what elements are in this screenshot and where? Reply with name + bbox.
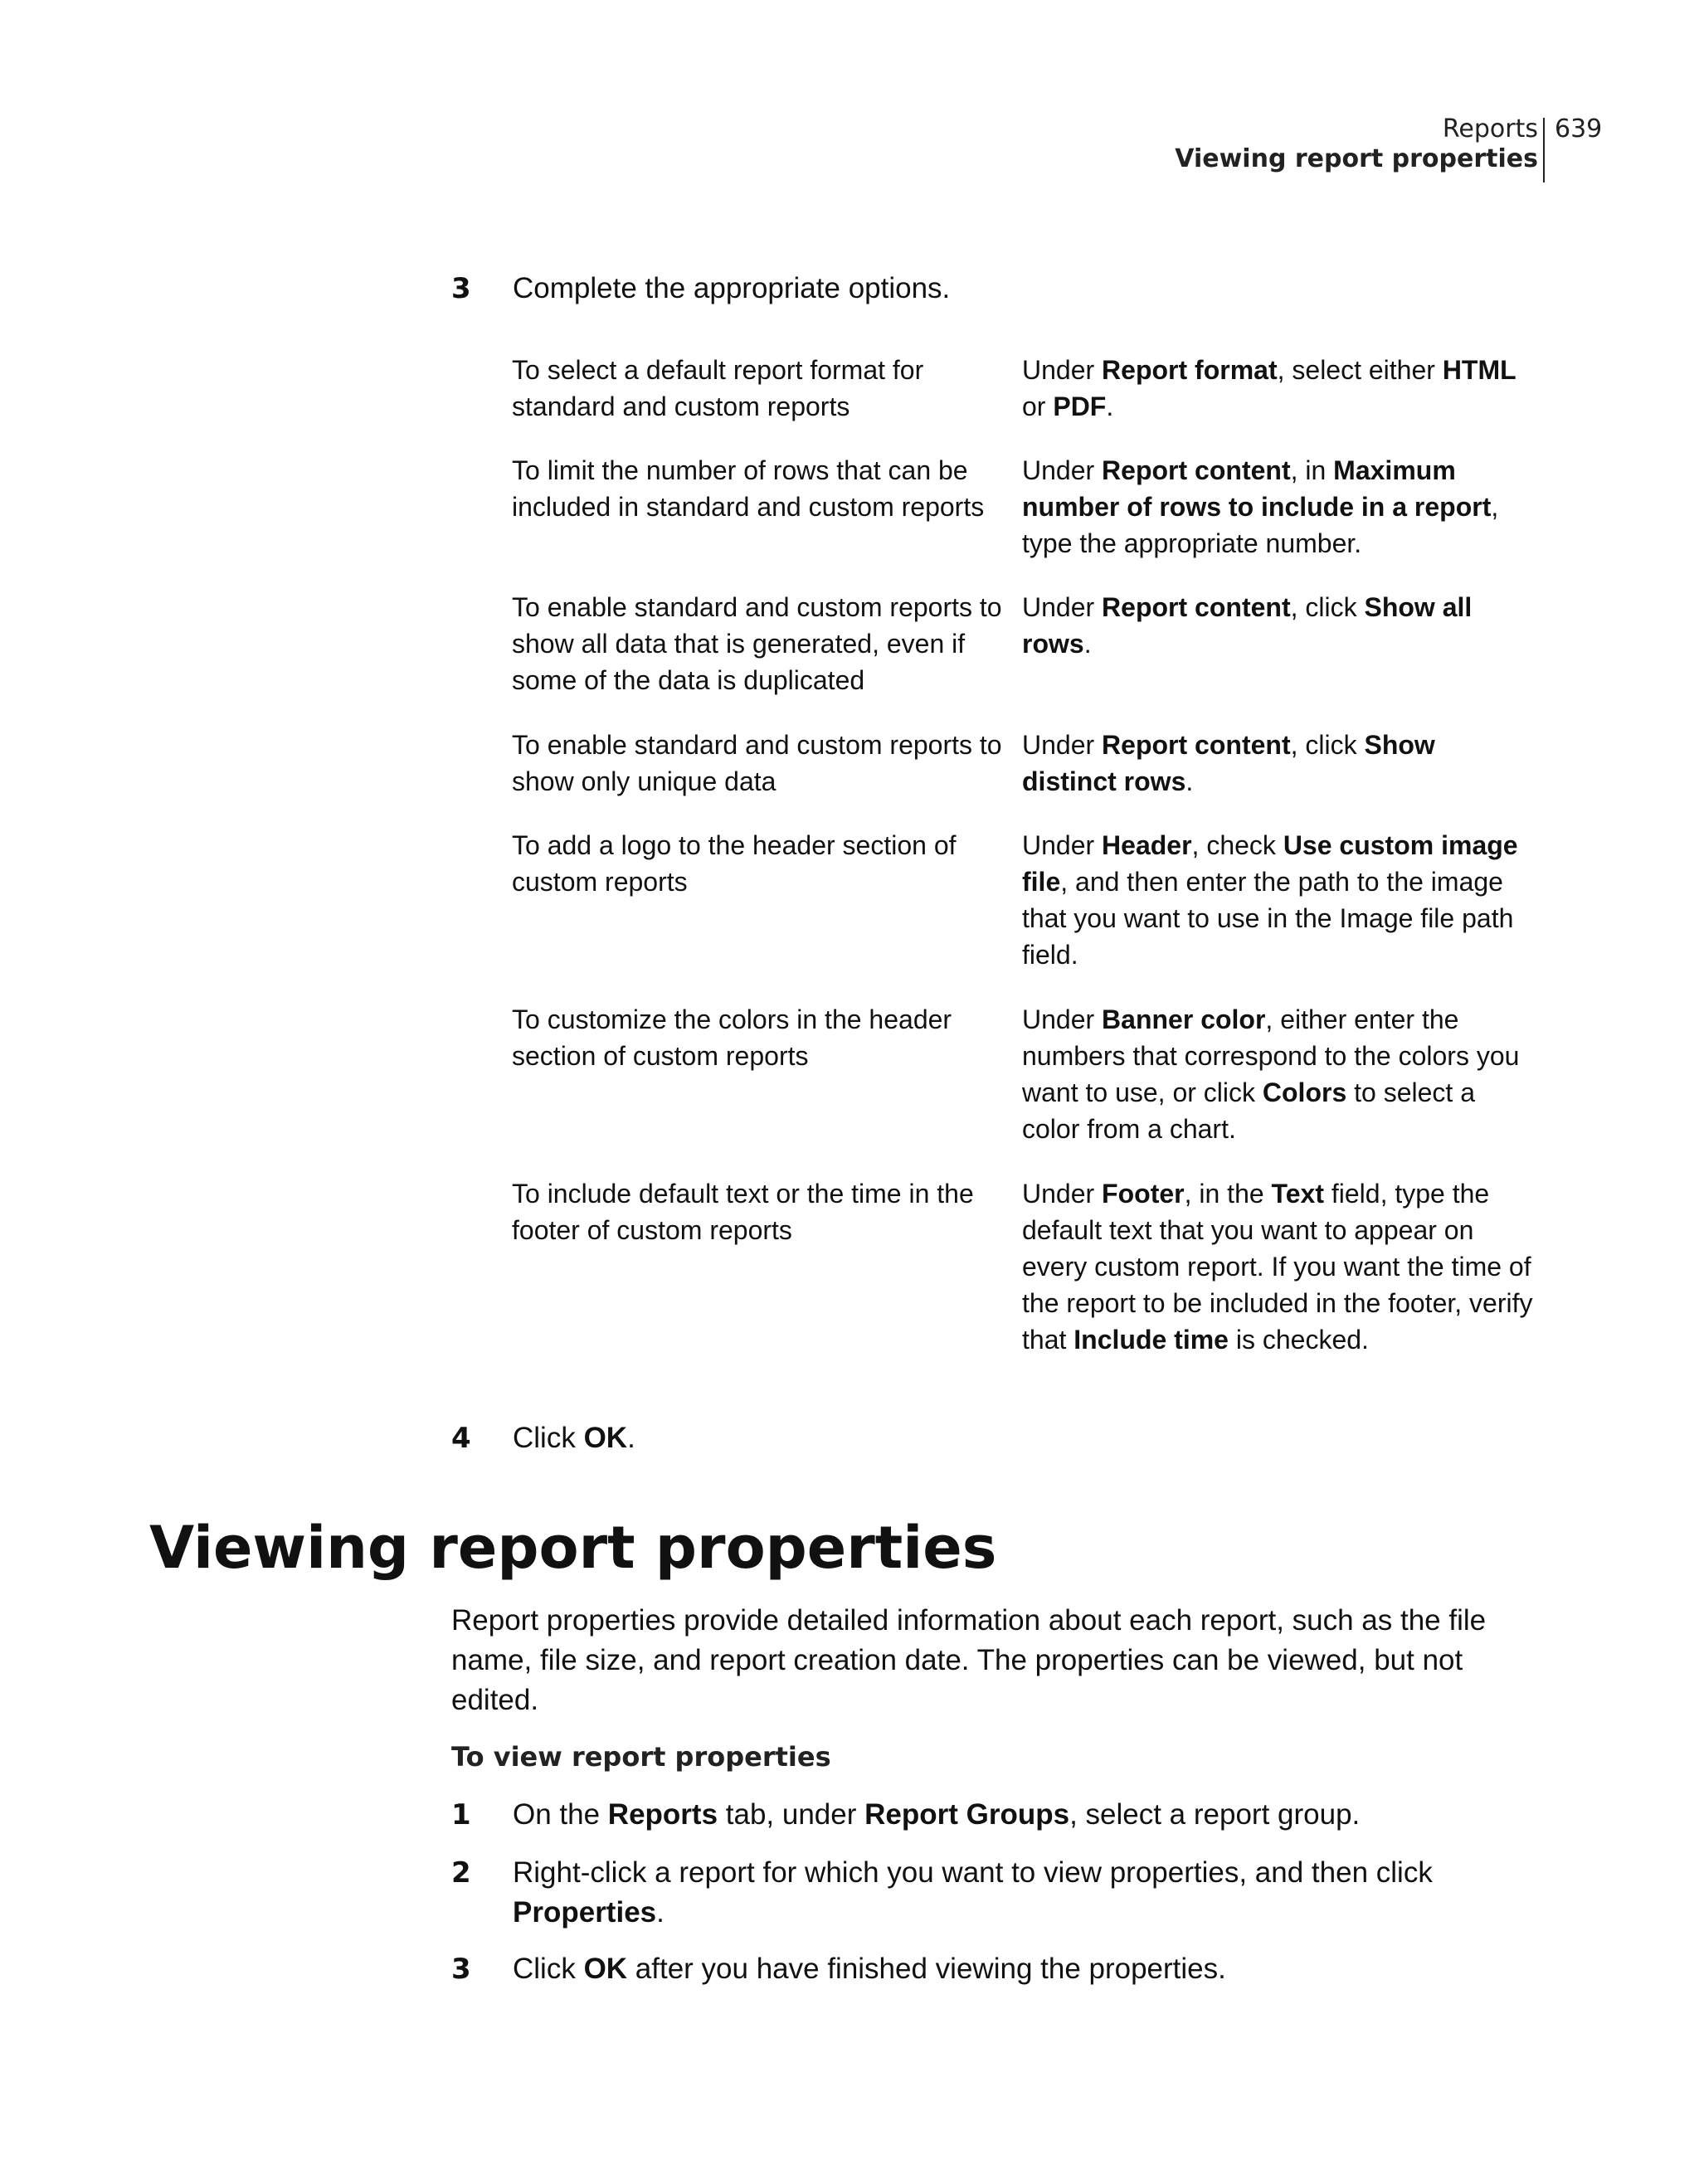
option-task: To add a logo to the header section of custom reports bbox=[512, 830, 957, 897]
ui-term: Footer bbox=[1102, 1179, 1185, 1209]
section-heading: Viewing report properties bbox=[149, 1514, 997, 1582]
text-run: Under bbox=[1022, 1179, 1103, 1209]
ui-term: OK bbox=[583, 1953, 628, 1985]
procedure-heading: To view report properties bbox=[451, 1741, 831, 1773]
step-number: 3 bbox=[451, 1953, 471, 1986]
option-action bbox=[1022, 1001, 1536, 1147]
option-task: To enable standard and custom reports to show only unique data bbox=[512, 730, 1002, 796]
text-run: . bbox=[1083, 629, 1092, 659]
running-header-chapter: Reports bbox=[1442, 114, 1538, 143]
header-divider bbox=[1543, 118, 1545, 182]
text-run: Under bbox=[1022, 455, 1103, 485]
step-text bbox=[513, 1949, 1525, 1989]
ui-term: Text bbox=[1271, 1179, 1324, 1209]
ui-term: Show distinct rows bbox=[1022, 730, 1435, 796]
text-run: On the bbox=[513, 1798, 608, 1831]
text-run: Under bbox=[1022, 1004, 1103, 1034]
running-header bbox=[0, 114, 1699, 189]
page-number: 639 bbox=[1555, 114, 1603, 143]
running-header-section: Viewing report properties bbox=[1175, 144, 1538, 173]
step-number: 1 bbox=[451, 1798, 471, 1831]
text-run: , either enter the numbers that correspond to the colors you want to use, or click bbox=[1022, 1004, 1520, 1107]
text-run: is checked. bbox=[1228, 1325, 1369, 1355]
step-number: 3 bbox=[451, 272, 471, 305]
text-run: Click bbox=[513, 1953, 584, 1985]
option-task: To enable standard and custom reports to show all data that is generated, even if some of the data is duplicated bbox=[512, 592, 1002, 695]
ui-term: Properties bbox=[513, 1896, 657, 1929]
text-run: or bbox=[1022, 392, 1054, 421]
text-run: . bbox=[656, 1896, 665, 1929]
ui-term: Maximum number of rows to include in a report bbox=[1022, 455, 1492, 522]
option-action bbox=[1022, 352, 1536, 425]
option-task: To include default text or the time in the footer of custom reports bbox=[512, 1179, 974, 1245]
text-run: field, type the default text that you want to appear on every custom report. If you want the time of the report to be included in the footer, verify that bbox=[1022, 1179, 1533, 1355]
step-text bbox=[513, 1418, 1525, 1458]
text-run: Under bbox=[1022, 730, 1103, 760]
text-run: after you have finished viewing the properties. bbox=[627, 1953, 1226, 1985]
text-run: , and then enter the path to the image that you want to use in the Image file path field. bbox=[1022, 867, 1514, 970]
ui-term: Report format bbox=[1102, 355, 1278, 385]
text-run: , select a report group. bbox=[1069, 1798, 1361, 1831]
running-header-titles bbox=[1175, 114, 1538, 174]
ui-term: Include time bbox=[1073, 1325, 1229, 1355]
ui-term: OK bbox=[583, 1422, 628, 1454]
text-run: , select either bbox=[1277, 355, 1443, 385]
text-run: , in bbox=[1290, 455, 1334, 485]
ui-term: Report content bbox=[1102, 455, 1291, 485]
ui-term: Banner color bbox=[1102, 1004, 1266, 1034]
text-run: Right-click a report for which you want to view properties, and then click bbox=[513, 1856, 1433, 1889]
text-run: , click bbox=[1290, 730, 1365, 760]
text-run: , type the appropriate number. bbox=[1022, 492, 1499, 558]
step-text: Complete the appropriate options. bbox=[513, 272, 951, 304]
text-run: . bbox=[627, 1422, 635, 1454]
step-text bbox=[513, 1795, 1525, 1835]
ui-term: Report content bbox=[1102, 730, 1291, 760]
option-task: To select a default report format for standard and custom reports bbox=[512, 355, 924, 421]
text-run: Under bbox=[1022, 355, 1103, 385]
text-run: . bbox=[1185, 766, 1194, 796]
option-action bbox=[1022, 452, 1536, 562]
text-run: Under bbox=[1022, 592, 1103, 622]
text-run: , click bbox=[1290, 592, 1365, 622]
option-task: To limit the number of rows that can be included in standard and custom reports bbox=[512, 455, 985, 522]
intro-paragraph: Report properties provide detailed information about each report, such as the file name, file size, and report creation date. The properties can be viewed, but not edited. bbox=[451, 1604, 1487, 1716]
option-action bbox=[1022, 1175, 1536, 1358]
text-run: Under bbox=[1022, 830, 1103, 860]
option-action bbox=[1022, 727, 1536, 800]
ui-term: Report content bbox=[1102, 592, 1291, 622]
step-text bbox=[513, 1853, 1525, 1933]
text-run: tab, under bbox=[718, 1798, 865, 1831]
ui-term: Show all rows bbox=[1022, 592, 1473, 659]
ui-term: HTML bbox=[1442, 355, 1516, 385]
option-task: To customize the colors in the header section of custom reports bbox=[512, 1004, 952, 1071]
text-run: to select a color from a chart. bbox=[1022, 1077, 1475, 1144]
ui-term: PDF bbox=[1053, 392, 1107, 421]
ui-term: Header bbox=[1102, 830, 1192, 860]
option-action bbox=[1022, 589, 1536, 662]
ui-term: Reports bbox=[607, 1798, 718, 1831]
text-run: Click bbox=[513, 1422, 584, 1454]
step-number: 4 bbox=[451, 1422, 471, 1455]
text-run: , in the bbox=[1184, 1179, 1272, 1209]
ui-term: Use custom image file bbox=[1022, 830, 1518, 897]
step-number: 2 bbox=[451, 1856, 471, 1890]
text-run: . bbox=[1106, 392, 1114, 421]
ui-term: Report Groups bbox=[864, 1798, 1070, 1831]
ui-term: Colors bbox=[1262, 1077, 1347, 1107]
option-action bbox=[1022, 827, 1536, 973]
text-run: , check bbox=[1191, 830, 1283, 860]
